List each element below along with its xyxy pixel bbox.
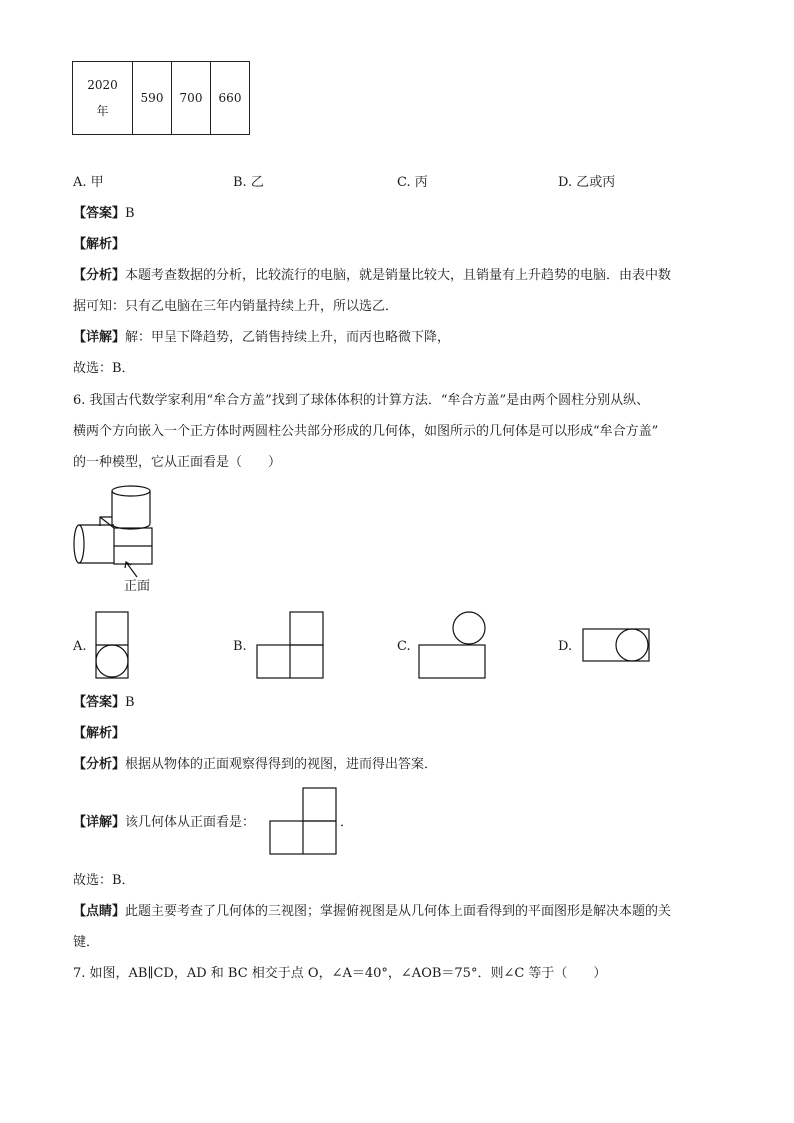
q6-stem-line3: 的一种模型，它从正面看是（ ）: [73, 455, 282, 470]
q6-stem-line2: 横两个方向嵌入一个正方体时两圆柱公共部分形成的几何体，如图所示的几何体是可以形成“牟合方盖”: [73, 424, 659, 439]
answer-value: B: [125, 206, 135, 221]
year-unit: 年: [96, 104, 109, 118]
fenxi-text: 本题考查数据的分析，比较流行的电脑，就是销量比较大，且销量有上升趋势的电脑．由表中数: [125, 268, 672, 283]
q6-option-b-label: B.: [233, 639, 247, 654]
q6-option-a-figure: [95, 611, 129, 679]
q5-conclusion: 故选：B．: [73, 361, 135, 376]
q5-fenxi-line1: [73, 269, 671, 282]
q5-option-c: C. 丙: [397, 175, 428, 190]
q6-stem-line1: 6. 我国古代数学家利用“牟合方盖”找到了球体体积的计算方法．“牟合方盖”是由两个圆柱分别从纵、: [73, 393, 650, 408]
fenxi-label: 【分析】: [73, 757, 126, 772]
q5-option-d: D. 乙或丙: [558, 175, 616, 190]
detail-label: 【详解】: [73, 330, 126, 345]
fenxi-text: 根据从物体的正面观察得得到的视图，进而得出答案．: [125, 757, 438, 772]
q6-dianjing-line1: [73, 905, 671, 918]
q6-option-c-label: C.: [397, 639, 411, 654]
q6-detail-end: ．: [340, 815, 354, 830]
value-cell-yi: 700: [172, 62, 211, 135]
q6-option-d-label: D.: [558, 639, 573, 654]
q6-analysis-label: 【解析】: [73, 726, 126, 741]
q5-option-a: A. 甲: [73, 175, 104, 190]
fenxi-label: 【分析】: [73, 268, 126, 283]
q6-option-c-figure: [418, 611, 486, 679]
q6-dianjing-line2: 键．: [73, 935, 100, 950]
q5-fenxi-line2: 据可知：只有乙电脑在三年内销量持续上升，所以选乙．: [73, 299, 399, 314]
q5-option-b: B. 乙: [233, 175, 264, 190]
q7-stem-line1: 7. 如图，AB∥CD，AD 和 BC 相交于点 O，∠A＝40°，∠AOB＝75°．则∠C 等于（ ）: [73, 966, 607, 981]
sales-table: [72, 61, 250, 135]
q5-detail: [73, 331, 450, 344]
q6-option-d-figure: [582, 628, 650, 662]
value-cell-bing: 660: [211, 62, 250, 135]
q6-fenxi: [73, 758, 437, 771]
q6-detail-front-view-figure: [269, 787, 337, 855]
q5-answer: [73, 207, 135, 220]
dianjing-text: 此题主要考查了几何体的三视图；掌握俯视图是从几何体上面看得到的平面图形是解决本题的关: [125, 904, 672, 919]
value-cell-jia: 590: [133, 62, 172, 135]
answer-value: B: [125, 695, 135, 710]
q6-conclusion: 故选：B．: [73, 873, 135, 888]
year-cell: [73, 62, 133, 135]
q6-option-a-label: A.: [73, 639, 87, 654]
answer-label: 【答案】: [73, 206, 126, 221]
dianjing-label: 【点睛】: [73, 904, 126, 919]
answer-label: 【答案】: [73, 695, 126, 710]
q6-detail: [73, 816, 255, 829]
q6-option-b-figure: [256, 611, 324, 679]
q6-answer: [73, 696, 135, 709]
detail-text: 该几何体从正面看是：: [125, 815, 256, 830]
detail-label: 【详解】: [73, 815, 126, 830]
year-number: 2020: [87, 78, 118, 92]
table-row: [73, 62, 250, 135]
detail-text: 解：甲呈下降趋势，乙销售持续上升，而丙也略微下降，: [125, 330, 451, 345]
mouhefanggai-model-figure: [70, 484, 170, 574]
q5-analysis-label: 【解析】: [73, 237, 126, 252]
front-view-label: 正面: [124, 579, 151, 594]
